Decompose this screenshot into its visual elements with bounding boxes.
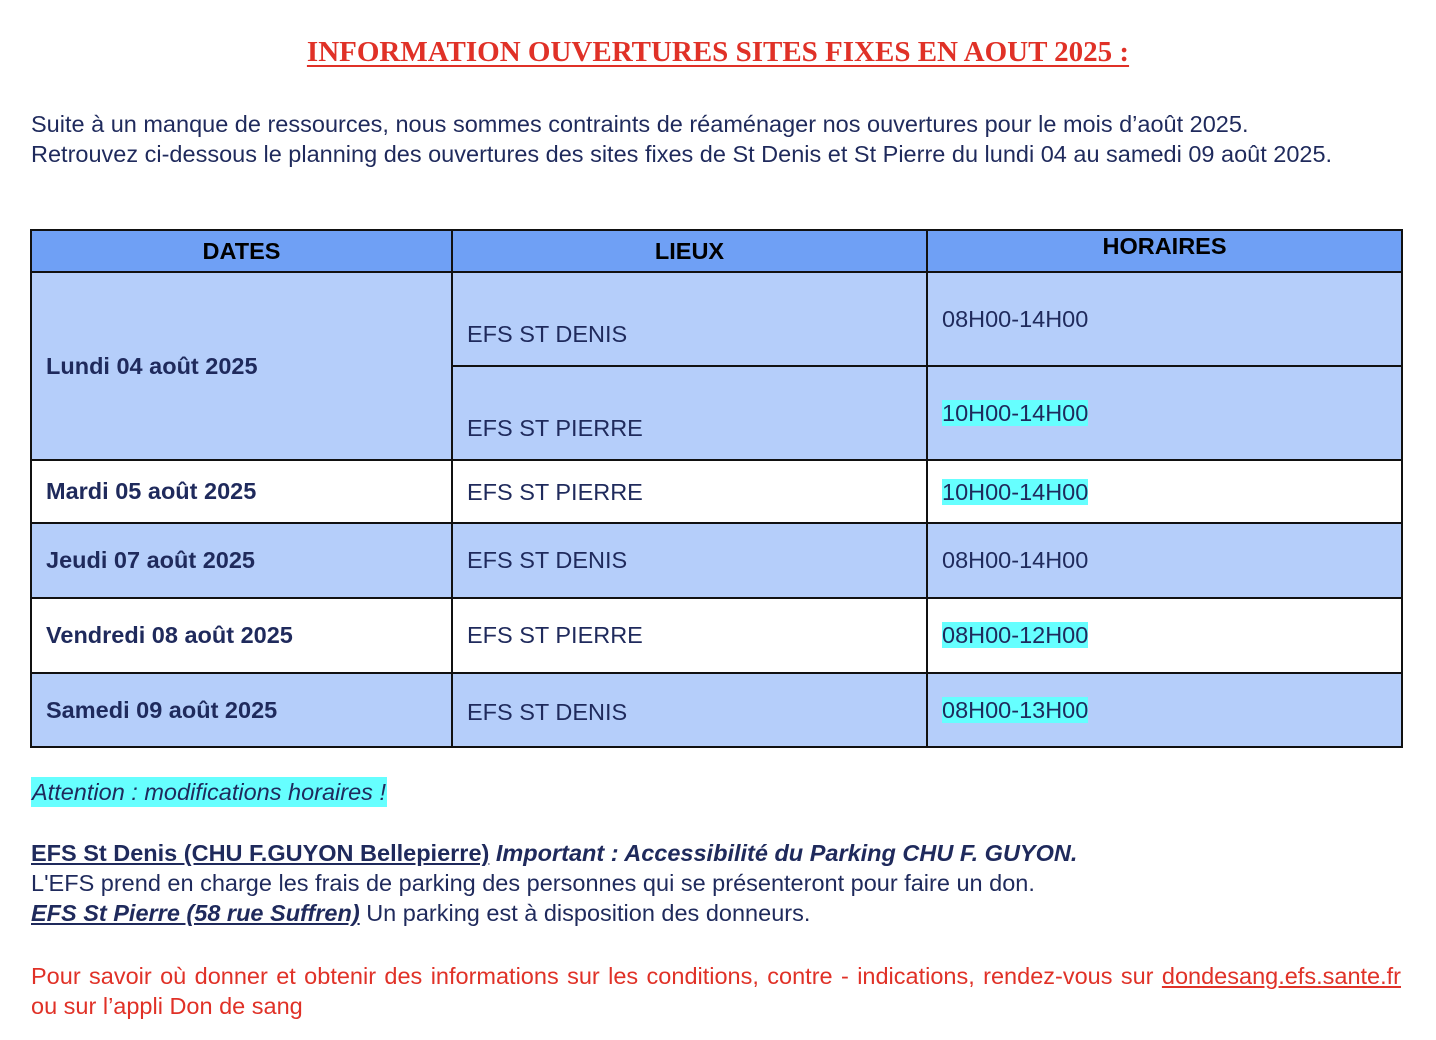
attention-note: Attention : modifications horaires !: [32, 779, 386, 805]
page-title: INFORMATION OUVERTURES SITES FIXES EN AOUT 2025 :: [306, 36, 1130, 68]
header-dates: DATES: [31, 230, 452, 272]
st-denis-line: [31, 838, 1401, 868]
horaire-highlight: 08H00-12H00: [942, 622, 1089, 648]
horaire-highlight: 08H00-13H00: [942, 696, 1089, 723]
lieu-cell: EFS ST DENIS: [452, 673, 927, 747]
horaire-cell: [927, 272, 1402, 366]
horaire-highlight: 10H00-14H00: [942, 479, 1089, 505]
table-row: [31, 523, 1402, 598]
st-pierre-label: EFS St Pierre (58 rue Suffren): [31, 900, 360, 926]
st-denis-important: Important : Accessibilité du Parking CHU F. GUYON.: [495, 840, 1078, 866]
date-cell: Lundi 04 août 2025: [31, 272, 452, 460]
lieu-cell: EFS ST DENIS: [452, 523, 927, 598]
planning-table: [30, 229, 1403, 748]
date-cell: Samedi 09 août 2025: [31, 673, 452, 747]
intro-text: [31, 109, 1401, 169]
date-cell: Mardi 05 août 2025: [31, 460, 452, 523]
horaire-text: 08H00-14H00: [942, 305, 1089, 332]
table-row: [31, 673, 1402, 747]
horaire-cell: [927, 460, 1402, 523]
intro-line-2: Retrouvez ci-dessous le planning des ouvertures des sites fixes de St Denis et St Pierre du lundi 04 au samedi 09 août 2025.: [31, 141, 1333, 167]
date-cell: Vendredi 08 août 2025: [31, 598, 452, 673]
parking-note: L'EFS prend en charge les frais de parking des personnes qui se présenteront pour faire un don.: [31, 870, 1035, 896]
table-header-row: [31, 230, 1402, 272]
footer-text: [31, 961, 1401, 1021]
horaire-text: 08H00-14H00: [942, 547, 1089, 573]
lieu-cell: EFS ST PIERRE: [452, 598, 927, 673]
table-row: [31, 598, 1402, 673]
st-pierre-line: [31, 898, 1401, 928]
table-row: [31, 272, 1402, 366]
horaire-cell: [927, 523, 1402, 598]
lieu-cell: EFS ST PIERRE: [452, 366, 927, 460]
header-lieux: LIEUX: [452, 230, 927, 272]
footer-text-after: ou sur l’appli Don de sang: [31, 993, 303, 1019]
date-cell: Jeudi 07 août 2025: [31, 523, 452, 598]
horaire-cell: [927, 598, 1402, 673]
footer-text-before: Pour savoir où donner et obtenir des informations sur les conditions, contre - indications, rendez-vous sur: [31, 963, 1154, 989]
dondesang-link[interactable]: dondesang.efs.sante.fr: [1161, 963, 1401, 989]
st-denis-label: EFS St Denis (CHU F.GUYON Bellepierre): [31, 840, 490, 866]
horaire-cell: [927, 673, 1402, 747]
header-horaires: HORAIRES: [927, 230, 1402, 272]
lieu-cell: EFS ST DENIS: [452, 272, 927, 366]
site-info: [31, 838, 1401, 928]
intro-line-1: Suite à un manque de ressources, nous sommes contraints de réaménager nos ouvertures pour le mois d’août 2025.: [31, 111, 1249, 137]
lieu-cell: EFS ST PIERRE: [452, 460, 927, 523]
st-pierre-note: Un parking est à disposition des donneurs.: [366, 900, 811, 926]
horaire-cell: [927, 366, 1402, 460]
horaire-highlight: 10H00-14H00: [942, 399, 1089, 426]
table-row: [31, 460, 1402, 523]
